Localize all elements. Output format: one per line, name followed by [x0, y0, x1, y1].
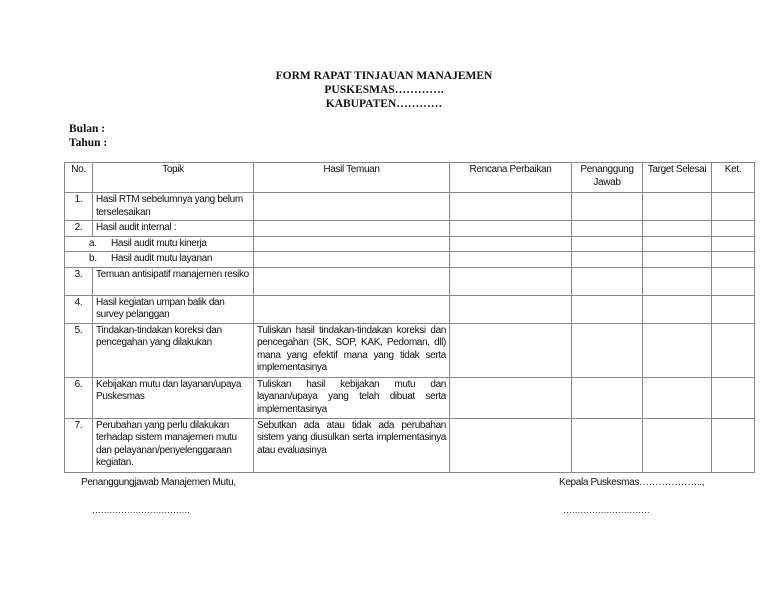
row-target[interactable]	[643, 236, 712, 252]
row-pj[interactable]	[572, 267, 643, 295]
row-hasil[interactable]: Tuliskan hasil kebijakan mutu dan layanan/upaya yang telah dibuat serta implementasinya	[254, 377, 450, 418]
row-rencana[interactable]	[450, 295, 572, 323]
header-ket: Ket.	[712, 163, 755, 193]
row-pj[interactable]	[572, 193, 643, 221]
form-title: FORM RAPAT TINJAUAN MANAJEMEN	[275, 70, 493, 82]
row-topik: Temuan antisipatif manajemen resiko	[93, 267, 254, 295]
table-row	[65, 418, 755, 472]
row-rencana[interactable]	[450, 252, 572, 268]
row-hasil[interactable]	[254, 252, 450, 268]
row-no: 7.	[65, 418, 93, 472]
row-no: 2.	[65, 221, 93, 237]
row-topik: Hasil kegiatan umpan balik dan survey pelanggan	[93, 295, 254, 323]
row-topik: Kebijakan mutu dan layanan/upaya Puskesmas	[93, 377, 254, 418]
table-header-row	[65, 163, 755, 193]
row-ket[interactable]	[712, 267, 755, 295]
row-hasil[interactable]	[254, 236, 450, 252]
row-target[interactable]	[643, 221, 712, 237]
row-topik: Perubahan yang perlu dilakukan terhadap sistem manajemen mutu dan pelayanan/penyelenggaraan kegiatan.	[93, 418, 254, 472]
row-ket[interactable]	[712, 236, 755, 252]
row-pj[interactable]	[572, 221, 643, 237]
table-row	[65, 221, 755, 237]
header-target-selesai: Target Selesai	[643, 163, 712, 193]
row-topik: Hasil audit mutu layanan	[111, 253, 213, 264]
header-hasil-temuan: Hasil Temuan	[254, 163, 450, 193]
penanggungjawab-signature-line: …………………………….	[92, 505, 190, 515]
row-pj[interactable]	[572, 418, 643, 472]
row-no: 4.	[65, 295, 93, 323]
row-hasil[interactable]	[254, 193, 450, 221]
kepala-puskesmas-label: Kepala Puskesmas………………..,	[559, 477, 705, 488]
row-no: a.	[89, 237, 97, 249]
row-subtopik	[65, 236, 254, 252]
row-pj[interactable]	[572, 377, 643, 418]
row-ket[interactable]	[712, 323, 755, 377]
row-hasil[interactable]	[254, 221, 450, 237]
row-no: 1.	[65, 193, 93, 221]
row-subtopik	[65, 252, 254, 268]
table-row	[65, 295, 755, 323]
table-row	[65, 193, 755, 221]
kabupaten-line: KABUPATEN…………	[325, 98, 443, 110]
row-rencana[interactable]	[450, 418, 572, 472]
table-row	[65, 377, 755, 418]
row-rencana[interactable]	[450, 221, 572, 237]
row-hasil[interactable]	[254, 267, 450, 295]
row-target[interactable]	[643, 252, 712, 268]
row-topik: Hasil audit mutu kinerja	[111, 237, 207, 249]
header-rencana-perbaikan: Rencana Perbaikan	[450, 163, 572, 193]
table-row	[65, 323, 755, 377]
row-ket[interactable]	[712, 252, 755, 268]
row-rencana[interactable]	[450, 236, 572, 252]
row-target[interactable]	[643, 193, 712, 221]
row-rencana[interactable]	[450, 377, 572, 418]
row-hasil[interactable]	[254, 295, 450, 323]
row-target[interactable]	[643, 323, 712, 377]
row-no: 5.	[65, 323, 93, 377]
kepala-signature-line: …………………………	[563, 505, 650, 515]
row-no: 3.	[65, 267, 93, 295]
header-no: No.	[65, 163, 93, 193]
tahun-label: Tahun :	[69, 137, 108, 149]
penanggungjawab-label: Penanggungjawab Manajemen Mutu,	[81, 477, 236, 488]
row-rencana[interactable]	[450, 267, 572, 295]
row-ket[interactable]	[712, 193, 755, 221]
row-target[interactable]	[643, 295, 712, 323]
row-no: 6.	[65, 377, 93, 418]
table-row	[65, 236, 755, 252]
row-hasil[interactable]: Tuliskan hasil tindakan-tindakan koreksi dan pencegahan (SK, SOP, KAK, Pedoman, dll) mana yang efektif mana yang tidak serta implementasinya	[254, 323, 450, 377]
row-ket[interactable]	[712, 295, 755, 323]
row-hasil[interactable]: Sebutkan ada atau tidak ada perubahan sistem yang diusulkan serta implementasinya atau evaluasinya	[254, 418, 450, 472]
row-target[interactable]	[643, 377, 712, 418]
row-ket[interactable]	[712, 418, 755, 472]
table-row	[65, 252, 755, 268]
row-no: b.	[89, 253, 97, 264]
header-penanggung-jawab: Penanggung Jawab	[572, 163, 643, 193]
row-ket[interactable]	[712, 221, 755, 237]
row-target[interactable]	[643, 418, 712, 472]
row-topik: Hasil RTM sebelumnya yang belum terselesaikan	[93, 193, 254, 221]
row-topik: Tindakan-tindakan koreksi dan pencegahan yang dilakukan	[93, 323, 254, 377]
row-pj[interactable]	[572, 236, 643, 252]
row-pj[interactable]	[572, 295, 643, 323]
row-pj[interactable]	[572, 252, 643, 268]
puskesmas-line: PUSKESMAS………….	[324, 84, 444, 96]
bulan-label: Bulan :	[69, 123, 106, 135]
row-target[interactable]	[643, 267, 712, 295]
review-table	[64, 162, 755, 473]
header-topik: Topik	[93, 163, 254, 193]
row-pj[interactable]	[572, 323, 643, 377]
row-ket[interactable]	[712, 377, 755, 418]
table-row	[65, 267, 755, 295]
row-rencana[interactable]	[450, 323, 572, 377]
row-rencana[interactable]	[450, 193, 572, 221]
row-topik: Hasil audit internal :	[93, 221, 254, 237]
